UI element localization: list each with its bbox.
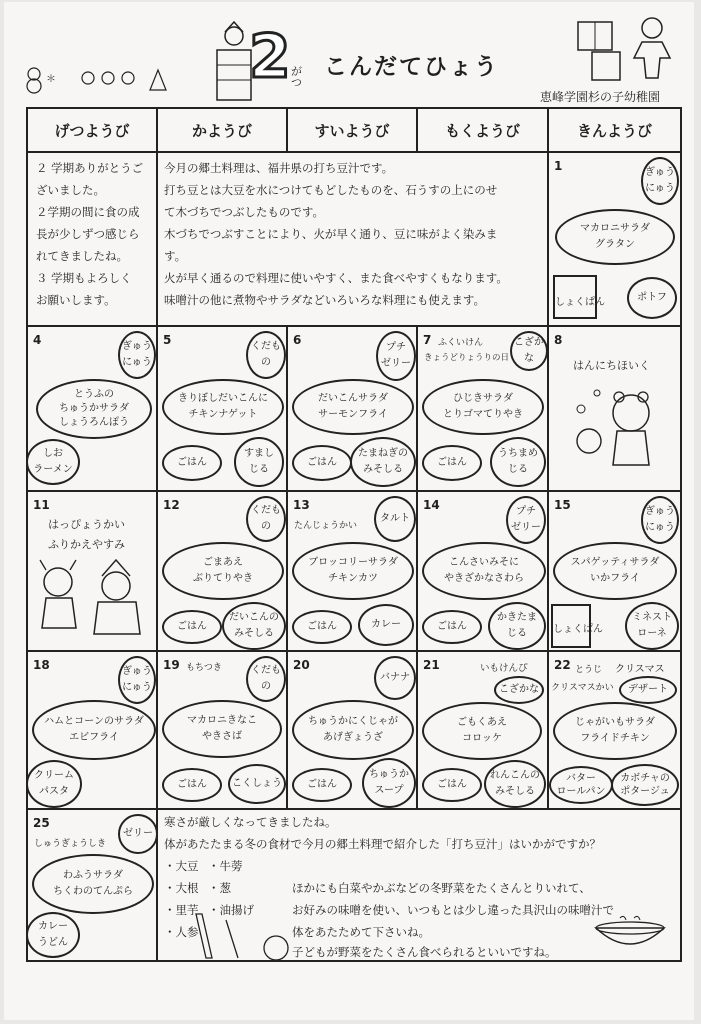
main-dish-text: ごもくあえ <box>457 717 507 728</box>
main-dish-text: ちくわのてんぷら <box>53 886 133 897</box>
day-number: 13 <box>293 498 310 512</box>
ingredient-item: ・大根 <box>164 881 199 895</box>
main-dish-text: あげぎょうざ <box>323 732 383 743</box>
dessert-oval <box>494 676 544 704</box>
day-number: 1 <box>554 159 563 173</box>
main-dish-oval <box>32 700 156 760</box>
day-6-cell <box>287 326 417 491</box>
staple-oval <box>292 445 352 481</box>
day-number: 8 <box>554 333 563 347</box>
weekday-thu: もくようび <box>417 108 548 152</box>
staple-text: ごはん <box>437 621 467 632</box>
dessert-oval <box>246 656 286 702</box>
soup-oval <box>488 602 546 650</box>
day-number: 4 <box>33 333 42 347</box>
main-dish-oval <box>422 379 544 435</box>
ingredient-item: ・里芋 <box>164 903 199 917</box>
soup-text: ポトフ <box>637 292 667 303</box>
day-number: 6 <box>293 333 302 347</box>
day-5-cell <box>157 326 287 491</box>
footer-line: 子どもが野菜をたくさん食べられるといいですね。 <box>292 945 557 959</box>
dessert-text: こざかな <box>514 337 544 364</box>
main-dish-text: フライドチキン <box>580 733 650 744</box>
note-line: 木づちでつぶすことにより、火が早く通り、豆に味がよく染みま <box>164 227 498 241</box>
soup-oval <box>26 760 82 808</box>
soup-text: じる <box>508 464 528 475</box>
day-20-cell <box>287 651 417 809</box>
soup-oval <box>484 760 546 808</box>
day-number: 15 <box>554 498 571 512</box>
staple-text: ごはん <box>437 779 467 790</box>
day-15-cell <box>548 491 681 651</box>
main-dish-text: しょうろんぽう <box>59 417 129 428</box>
soup-text: ちゅうか <box>369 769 409 780</box>
soup-text: カボチャの <box>620 773 670 784</box>
dessert-oval <box>619 676 677 704</box>
soup-text: みそしる <box>234 628 274 639</box>
footer-note-cell <box>157 809 681 961</box>
soup-oval <box>26 912 80 958</box>
drink-oval <box>641 157 679 205</box>
event-text: ふくいけん <box>438 338 484 348</box>
note-line: ３ 学期もよろしく <box>36 271 132 285</box>
footer-line: ほかにも白菜やかぶなどの冬野菜をたくさんとりいれて、 <box>292 881 591 895</box>
staple-text: しょくぱん <box>553 624 603 635</box>
note-line: 長が少しずつ感じら <box>36 227 140 241</box>
note-line: 味噌汁の他に煮物やサラダなどいろいろな料理にも使えます。 <box>164 293 485 307</box>
footer-line: 体があたたまる冬の食材で今月の郷土料理で紹介した「打ち豆汁」はいかがですか？ <box>164 837 601 851</box>
weekday-fri: きんようび <box>548 108 681 152</box>
note-line: ２学期の間に食の成 <box>36 205 140 219</box>
main-dish-text: マカロニサラダ <box>580 223 650 234</box>
dessert-text: ゼリー <box>381 358 411 369</box>
monday-note-cell <box>27 152 157 326</box>
dessert-text: くだもの <box>251 341 281 368</box>
weekday-tue: かようび <box>157 108 287 152</box>
svg-text:＊: ＊ <box>46 74 56 85</box>
main-dish-oval <box>162 542 284 600</box>
main-dish-text: ブロッコリーサラダ <box>308 557 398 568</box>
staple-text: ごはん <box>307 621 337 632</box>
reindeer-santa-illustration <box>32 558 152 644</box>
soup-oval <box>627 277 677 319</box>
day-7-cell <box>417 326 548 491</box>
day-19-cell <box>157 651 287 809</box>
soup-text: かきたま <box>497 612 537 623</box>
day-number: 19 <box>163 658 180 672</box>
dessert-text: クリスマス <box>615 664 665 675</box>
main-dish-text: ちゅうかサラダ <box>59 403 129 414</box>
footer-line: 体をあたためて下さいね。 <box>292 925 430 939</box>
dessert-oval <box>374 496 416 542</box>
page-title: こんだてひょう <box>324 54 499 80</box>
dessert-text: プチ <box>386 342 406 353</box>
dessert-oval <box>506 496 546 544</box>
dessert-oval <box>246 331 286 379</box>
main-dish-oval <box>422 702 542 760</box>
day-number: 18 <box>33 658 50 672</box>
event-text: クリスマスかい <box>551 683 614 693</box>
soup-text: だいこんの <box>229 612 279 623</box>
staple-text: ごはん <box>177 621 207 632</box>
dessert-oval <box>510 331 548 371</box>
soup-oval <box>222 602 286 650</box>
main-dish-text: エビフライ <box>69 732 119 743</box>
staple-oval <box>162 768 222 802</box>
school-name: 恵峰学園杉の子幼稚園 <box>540 90 661 104</box>
event-text: きょうどりょうりの日 <box>424 353 510 363</box>
ingredient-item: ・葱 <box>208 881 231 895</box>
main-dish-text: とりゴマてりやき <box>443 409 523 420</box>
soup-text: じる <box>507 628 527 639</box>
dessert-oval <box>118 814 158 854</box>
soup-text: ポタージュ <box>620 786 670 797</box>
main-dish-oval <box>32 854 154 914</box>
staple-oval <box>549 766 613 804</box>
note-line: お願いします。 <box>36 293 116 307</box>
day-number: 5 <box>163 333 172 347</box>
note-line: ２ 学期ありがとうご <box>36 161 144 175</box>
main-dish-text: ひじきサラダ <box>453 393 513 404</box>
note-line: れてきましたね。 <box>36 249 128 263</box>
note-line: ざいました。 <box>36 183 105 197</box>
day-number: 14 <box>423 498 440 512</box>
day-14-cell <box>417 491 548 651</box>
dessert-oval <box>376 331 416 381</box>
event-text: ふりかえやすみ <box>48 538 125 551</box>
day-11-cell <box>27 491 157 651</box>
ingredient-item: ・牛蒡 <box>208 859 243 873</box>
soup-text: パスタ <box>39 786 69 797</box>
soup-oval <box>611 764 679 806</box>
soup-oval <box>350 437 416 487</box>
dessert-text: タルト <box>380 513 410 524</box>
main-dish-text: マカロニきなこ <box>187 715 257 726</box>
dessert-text: ゼリー <box>511 522 541 533</box>
soup-oval <box>234 437 284 487</box>
event-text: しゅうぎょうしき <box>34 839 107 849</box>
main-dish-text: スパゲッティサラダ <box>570 557 660 568</box>
drink-text: ぎゅう <box>645 167 675 178</box>
soup-text: れんこんの <box>490 770 540 781</box>
main-dish-text: チキンカツ <box>328 573 378 584</box>
day-number: 12 <box>163 498 180 512</box>
staple-oval <box>422 445 482 481</box>
footer-line: 寒さが厳しくなってきましたね。 <box>164 815 337 829</box>
soup-text: ローネ <box>637 628 667 639</box>
drink-text: ぎゅう <box>645 506 675 517</box>
note-line: 打ち豆とは大豆を水につけてもどしたものを、石うすの上にのせ <box>164 183 498 197</box>
main-dish-text: だいこんサラダ <box>318 393 388 404</box>
drink-text: にゅう <box>645 522 675 533</box>
dessert-oval <box>246 496 286 542</box>
main-dish-text: こんさいみそに <box>449 557 519 568</box>
soup-text: すまし <box>244 448 274 459</box>
soup-oval <box>228 764 286 804</box>
main-dish-text: わふうサラダ <box>63 870 123 881</box>
staple-oval <box>292 610 352 644</box>
dessert-text: デザート <box>628 684 668 695</box>
footer-line: お好みの味噌を使い、いつもとは少し違った具沢山の味噌汁で <box>292 903 614 917</box>
drink-oval <box>641 496 679 544</box>
main-dish-text: ハムとコーンのサラダ <box>44 716 144 727</box>
soup-text: ラーメン <box>33 464 73 475</box>
event-text: とうじ <box>575 665 603 675</box>
note-line: 今月の郷土料理は、福井県の打ち豆汁です。 <box>164 161 394 175</box>
main-dish-text: じゃがいもサラダ <box>575 717 655 728</box>
staple-text: バター <box>566 773 596 784</box>
drink-text: にゅう <box>645 183 675 194</box>
main-dish-oval <box>292 379 414 435</box>
soup-text: クリーム <box>34 770 74 781</box>
day-12-cell <box>157 491 287 651</box>
main-dish-oval <box>292 542 414 600</box>
main-dish-oval <box>553 702 677 760</box>
presents-gingerbread-icon <box>572 12 682 84</box>
staple-text: ごはん <box>307 779 337 790</box>
soup-oval <box>26 439 80 485</box>
soup-text: こくしょう <box>232 778 282 789</box>
note-line: て木づちでつぶしたものです。 <box>164 205 324 219</box>
drink-text: にゅう <box>122 682 152 693</box>
main-dish-text: チキンナゲット <box>188 409 258 420</box>
dessert-text: ゼリー <box>123 828 153 839</box>
soup-text: みそしる <box>363 464 403 475</box>
event-text: いもけんぴ <box>480 663 528 674</box>
soup-text: カレー <box>38 921 68 932</box>
dessert-oval <box>374 656 416 700</box>
note-line: す。 <box>164 249 187 263</box>
day-8-cell <box>548 326 681 491</box>
soup-oval <box>625 602 679 650</box>
main-dish-text: とうふの <box>74 389 114 400</box>
soup-text: じる <box>249 464 269 475</box>
main-dish-text: サーモンフライ <box>318 409 388 420</box>
staple-text: ごはん <box>177 457 207 468</box>
dessert-text: こざかな <box>499 684 539 695</box>
soup-text: うどん <box>38 937 68 948</box>
dessert-text: プチ <box>516 506 536 517</box>
snowman-icon <box>24 64 64 94</box>
day-1-cell <box>548 152 681 326</box>
staple-oval <box>162 610 222 644</box>
soup-text: ミネスト <box>632 612 672 623</box>
staple-text: ロールパン <box>556 786 606 797</box>
bear-snow-illustration <box>567 379 663 479</box>
weekday-wed: すいようび <box>287 108 417 152</box>
main-dish-oval <box>553 542 677 600</box>
soup-text: スープ <box>374 785 404 796</box>
main-dish-text: やきさば <box>202 731 242 742</box>
drink-oval <box>118 331 156 379</box>
menu-calendar <box>26 107 682 962</box>
ingredient-item: ・人参 <box>164 925 199 939</box>
soup-text: たまねぎの <box>358 448 408 459</box>
soup-bowl-icon <box>590 914 670 958</box>
staple-text: ごはん <box>177 779 207 790</box>
staple-text: しょくぱん <box>555 297 605 308</box>
soup-text: みそしる <box>495 786 535 797</box>
staple-oval <box>162 445 222 481</box>
main-dish-text: グラタン <box>595 239 635 250</box>
event-text: たんじょうかい <box>294 521 358 531</box>
dessert-text: くだもの <box>251 665 281 692</box>
day-number: 20 <box>293 658 310 672</box>
ingredient-item: ・大豆 <box>164 859 199 873</box>
soup-text: しお <box>43 448 63 459</box>
dessert-text: バナナ <box>380 672 410 683</box>
main-dish-text: いかフライ <box>590 573 640 584</box>
soup-text: うちまめ <box>498 448 538 459</box>
day-22-cell <box>548 651 681 809</box>
day-25-cell <box>27 809 157 961</box>
local-dish-note-cell <box>157 152 548 326</box>
drink-text: ぎゅう <box>122 666 152 677</box>
main-dish-text: ちゅうかにくじゃが <box>308 716 398 727</box>
note-line: 火が早く通るので料理に使いやすく、また食べやすくもなります。 <box>164 271 508 285</box>
menu-sheet <box>4 2 694 1020</box>
staple-oval <box>422 610 482 644</box>
drink-text: ぎゅう <box>122 341 152 352</box>
day-21-cell <box>417 651 548 809</box>
event-text: はんにちほいく <box>573 359 650 372</box>
soup-oval <box>490 437 546 487</box>
main-dish-text: きりぼしだいこんに <box>178 393 268 404</box>
main-dish-text: ぶりてりやき <box>193 573 253 584</box>
day-13-cell <box>287 491 417 651</box>
main-dish-text: コロッケ <box>462 733 502 744</box>
main-dish-oval <box>162 379 284 435</box>
drink-text: にゅう <box>122 357 152 368</box>
vegetables-illustration <box>176 910 296 960</box>
day-4-cell <box>27 326 157 491</box>
dessert-text: くだもの <box>251 505 281 532</box>
month-suffix: がつ <box>291 65 302 89</box>
ingredient-item: ・油揚げ <box>208 903 254 917</box>
main-dish-oval <box>555 209 675 265</box>
event-text: もちつき <box>186 663 222 673</box>
staple-text: ごはん <box>437 457 467 468</box>
main-dish-oval <box>422 542 546 600</box>
children-snow-icon <box>74 64 174 94</box>
day-number: 7 <box>423 333 432 347</box>
soup-text: カレー <box>371 619 401 630</box>
staple-text: ごはん <box>307 457 337 468</box>
main-dish-oval <box>36 379 152 439</box>
month-number: 2 <box>249 22 291 92</box>
event-text: はっぴょうかい <box>48 518 125 531</box>
main-dish-oval <box>162 700 282 758</box>
day-number: 25 <box>33 816 50 830</box>
main-dish-oval <box>292 700 414 760</box>
staple-oval <box>422 768 482 802</box>
drink-oval <box>118 656 156 704</box>
staple-oval <box>292 768 352 802</box>
main-dish-text: やきざかなさわら <box>444 573 524 584</box>
day-18-cell <box>27 651 157 809</box>
weekday-mon: げつようび <box>27 108 157 152</box>
soup-oval <box>358 604 414 646</box>
day-number: 22 <box>554 658 571 672</box>
day-number: 21 <box>423 658 440 672</box>
day-number: 11 <box>33 498 50 512</box>
main-dish-text: ごまあえ <box>203 557 243 568</box>
soup-oval <box>362 758 416 808</box>
